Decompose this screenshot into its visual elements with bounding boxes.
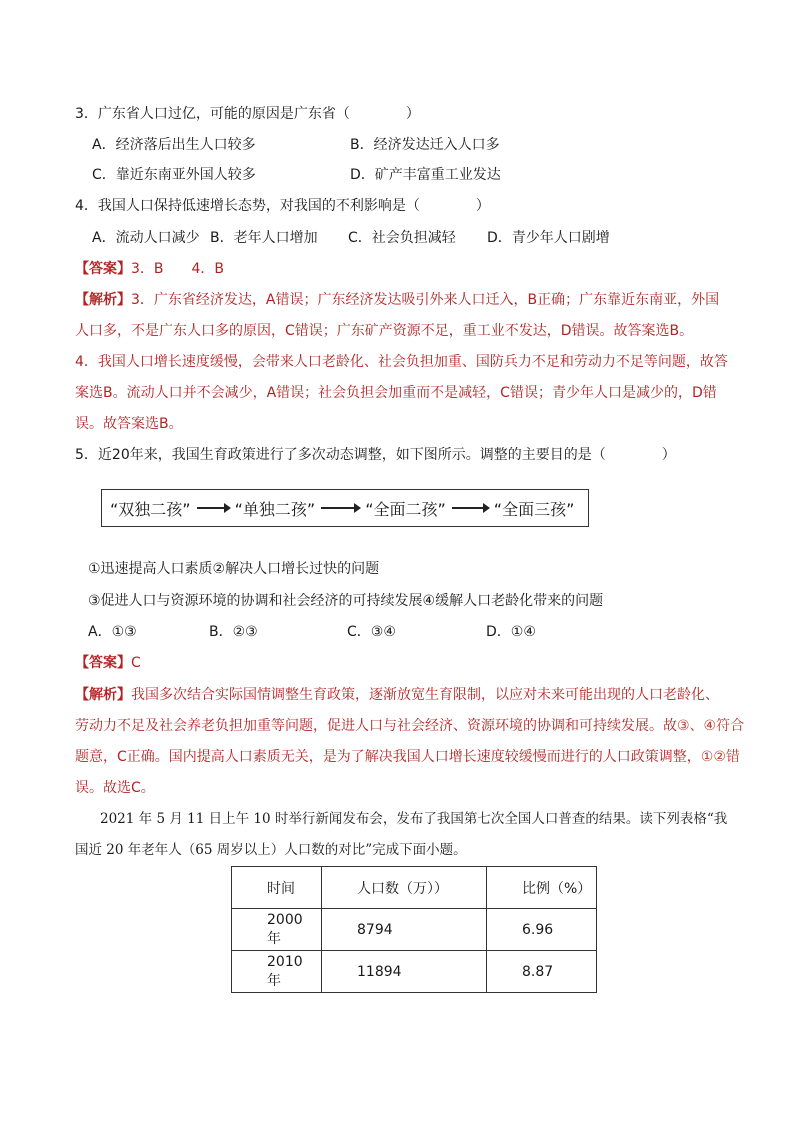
arrow-right-icon <box>197 507 229 509</box>
table-cell: 8794 <box>322 909 487 951</box>
arrow-right-icon <box>452 507 488 509</box>
table-header-population: 人口数（万）） <box>322 867 487 909</box>
analysis-highlight: ①②错 <box>700 749 740 765</box>
policy-flow-diagram <box>101 489 589 527</box>
analysis-3-4-line-3: 4．我国人口增长速度缓慢，会带来人口老龄化、社会负担加重、国防兵力不足和劳动力不足等问题，故答 <box>75 354 728 370</box>
elderly-population-table <box>231 866 597 993</box>
question-3-option-b: B．经济发达迁入人口多 <box>350 137 500 153</box>
analysis-3-4-line-2: 人口多，不是广东人口多的原因，C错误；广东矿产资源不足，重工业不发达，D错误。故答案选B。 <box>75 323 694 339</box>
question-3-stem: 3．广东省人口过亿，可能的原因是广东省（ ） <box>75 106 420 122</box>
answer-5 <box>75 653 141 673</box>
arrow-right-icon <box>321 507 359 509</box>
table-cell: 8.87 <box>487 951 597 993</box>
table-header-ratio: 比例（%） <box>487 867 597 909</box>
analysis-3-4-line-4: 案选B。流动人口并不会减少，A错误；社会负担会加重而不是减轻，C错误；青少年人口是减少的，D错 <box>75 385 717 401</box>
question-4-option-c: C．社会负担减轻 <box>348 230 456 246</box>
question-5-option-b: B．②③ <box>209 624 258 640</box>
question-3-option-c: C．靠近东南亚外国人较多 <box>92 167 256 183</box>
answer-3-4 <box>75 259 224 279</box>
policy-step-3: “全面二孩” <box>365 499 446 519</box>
answer-tag: 【答案】 <box>75 261 131 277</box>
question-3-option-a: A．经济落后出生人口较多 <box>92 137 256 153</box>
analysis-text: 题意，C正确。国内提高人口素质无关，是为了解决我国人口增长速度较缓慢而进行的人口政策调整， <box>75 749 701 765</box>
table-header-row <box>232 867 597 909</box>
policy-step-1: “双独二孩” <box>110 499 191 519</box>
policy-step-2: “单独二孩” <box>234 499 316 519</box>
table-row <box>232 951 597 993</box>
question-5-statements-2: ③促进人口与资源环境的协调和社会经济的可持续发展④缓解人口老龄化带来的问题 <box>88 593 604 609</box>
analysis-3-4-line-5: 误。故答案选B。 <box>75 416 183 432</box>
table-cell: 2000 年 <box>232 909 322 951</box>
analysis-5-line-1 <box>75 685 719 705</box>
question-4-stem: 4．我国人口保持低速增长态势，对我国的不利影响是（ ） <box>75 198 490 214</box>
analysis-5-line-2 <box>75 716 744 736</box>
analysis-text: 我国多次结合实际国情调整生育政策，逐渐放宽生育限制，以应对未来可能出现的人口老龄化、 <box>131 687 719 703</box>
analysis-5-line-3 <box>75 747 740 767</box>
question-4-option-d: D．青少年人口剧增 <box>487 230 610 246</box>
question-5-option-a: A．①③ <box>88 624 137 640</box>
answer-text: C <box>131 655 141 671</box>
question-5-statements-1: ①迅速提高人口素质②解决人口增长过快的问题 <box>88 561 380 577</box>
question-4-option-b: B．老年人口增加 <box>210 230 318 246</box>
table-row <box>232 909 597 951</box>
analysis-text: 劳动力不足及社会养老负担加重等问题，促进人口与社会经济、资源环境的协调和可持续发展。故 <box>75 718 677 734</box>
answer-tag: 【答案】 <box>75 655 131 671</box>
policy-step-4: “全面三孩” <box>493 499 575 519</box>
analysis-text: 3．广东省经济发达，A错误；广东经济发达吸引外来人口迁入，B正确；广东靠近东南亚，外国 <box>131 292 720 308</box>
question-4-option-a: A．流动人口减少 <box>92 230 200 246</box>
analysis-tag: 【解析】 <box>75 687 131 703</box>
question-5-option-c: C．③④ <box>347 624 396 640</box>
table-cell: 11894 <box>322 951 487 993</box>
table-cell: 6.96 <box>487 909 597 951</box>
answer-text: 3．B 4．B <box>131 261 225 277</box>
question-3-option-d: D．矿产丰富重工业发达 <box>350 167 501 183</box>
question-5-stem: 5．近20年来，我国生育政策进行了多次动态调整，如下图所示。调整的主要目的是（ ） <box>75 447 676 463</box>
analysis-tag: 【解析】 <box>75 292 131 308</box>
intro-line-1: 2021 年 5 月 11 日上午 10 时举行新闻发布会，发布了我国第七次全国人口普查的结果。读下列表格“我 <box>100 811 728 827</box>
analysis-highlight: ③、④符合 <box>677 718 745 734</box>
intro-line-2: 国近 20 年老年人（65 周岁以上）人口数的对比”完成下面小题。 <box>75 842 467 858</box>
table-header-time: 时间 <box>232 867 322 909</box>
analysis-3-4-line-1 <box>75 290 719 310</box>
question-5-option-d: D．①④ <box>486 624 536 640</box>
table-cell: 2010 年 <box>232 951 322 993</box>
analysis-5-line-4: 误。故选C。 <box>75 780 155 796</box>
